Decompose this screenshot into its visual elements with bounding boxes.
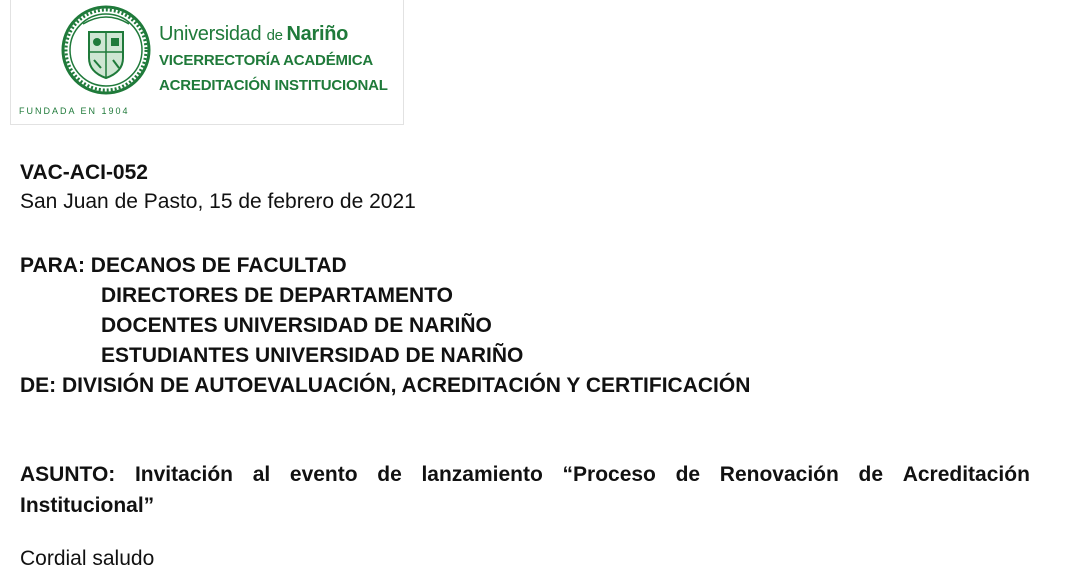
- subject-word: Invitación: [134, 463, 233, 486]
- recipient-line: DOCENTES UNIVERSIDAD DE NARIÑO: [101, 314, 492, 337]
- subject-line: [20, 459, 1030, 490]
- founded-caption: FUNDADA EN 1904: [19, 106, 130, 116]
- subject-word: Renovación: [719, 463, 839, 486]
- place-date: San Juan de Pasto, 15 de febrero de 2021: [20, 190, 416, 213]
- institution-block: [159, 22, 388, 98]
- university-prefix: Universidad: [159, 23, 267, 45]
- subject-continuation: Institucional”: [20, 494, 155, 517]
- subject-word: evento: [289, 463, 358, 486]
- subject-word: al: [252, 463, 271, 486]
- subject-word: de: [377, 463, 402, 486]
- office-name: VICERRECTORÍA ACADÉMICA: [159, 52, 374, 69]
- recipient-line: ESTUDIANTES UNIVERSIDAD DE NARIÑO: [101, 344, 524, 367]
- document-code: VAC-ACI-052: [20, 161, 148, 184]
- subject-word: de: [858, 463, 884, 486]
- university-name: [159, 22, 388, 48]
- subject-word: ASUNTO:: [20, 463, 116, 486]
- subject-block: [20, 459, 1030, 521]
- university-seal-logo: [61, 2, 151, 98]
- university-de: de: [266, 27, 287, 44]
- department-name: ACREDITACIÓN INSTITUCIONAL: [159, 77, 388, 94]
- letterhead: [10, 0, 404, 125]
- university-name-bold: Nariño: [286, 23, 349, 45]
- subject-word: “Proceso: [562, 463, 656, 486]
- subject-word: lanzamiento: [421, 463, 543, 486]
- to-line: PARA: DECANOS DE FACULTAD: [20, 254, 347, 277]
- recipient-line: DIRECTORES DE DEPARTAMENTO: [101, 284, 453, 307]
- greeting: Cordial saludo: [20, 547, 155, 570]
- subject-word: de: [675, 463, 701, 486]
- subject-word: Acreditación: [902, 463, 1030, 486]
- from-line: DE: DIVISIÓN DE AUTOEVALUACIÓN, ACREDITACIÓN Y CERTIFICACIÓN: [20, 374, 751, 397]
